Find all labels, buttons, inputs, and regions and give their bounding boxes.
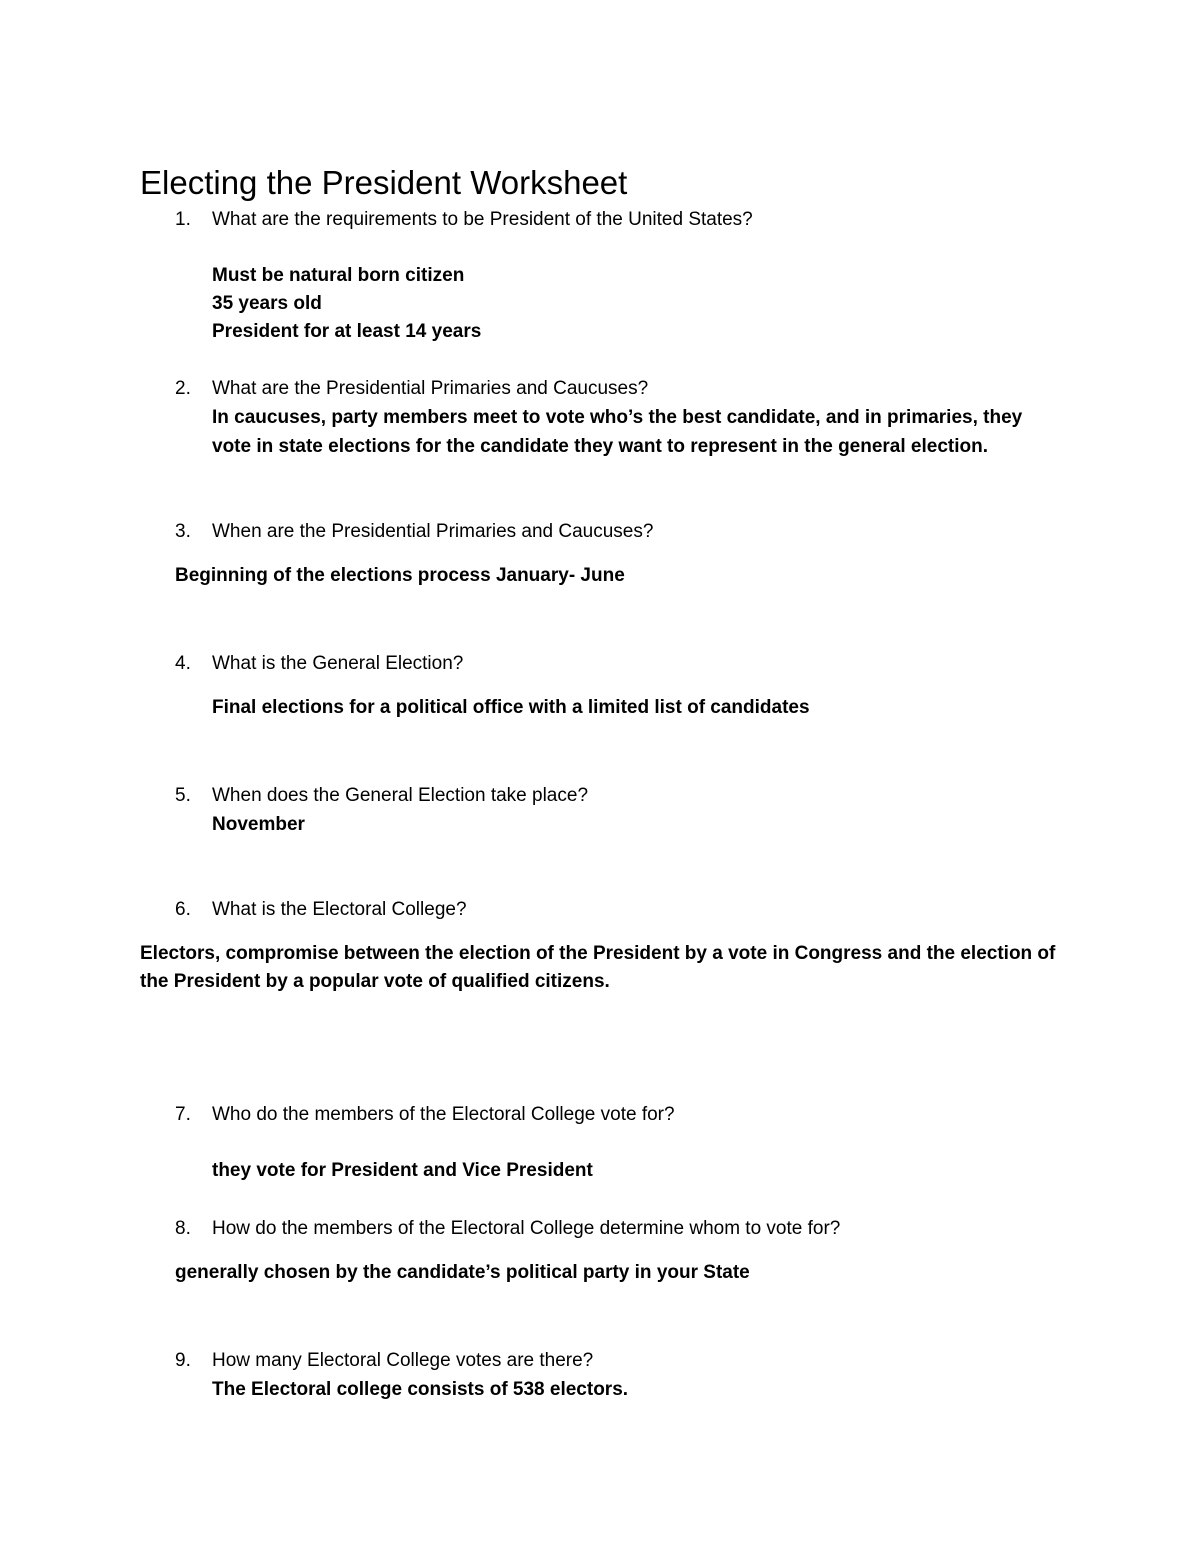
answer-line: generally chosen by the candidate’s political party in your State [175,1262,750,1283]
question-number: 7. [175,1104,191,1125]
question-number: 2. [175,378,191,399]
question-text: How many Electoral College votes are there? [212,1350,594,1371]
question-text: What is the Electoral College? [212,899,467,920]
answer-line: President for at least 14 years [212,321,482,342]
page-title: Electing the President Worksheet [140,164,628,201]
question-number: 6. [175,899,191,920]
answer-line: November [212,814,305,835]
question-text: What are the Presidential Primaries and Caucuses? [212,378,649,399]
question-number: 9. [175,1350,191,1371]
answer-line: the President by a popular vote of qualified citizens. [140,971,610,992]
answer-line: The Electoral college consists of 538 electors. [212,1379,629,1400]
question-number: 1. [175,209,191,230]
answer-line: vote in state elections for the candidate they want to represent in the general election. [212,436,989,457]
answer-line: they vote for President and Vice President [212,1160,593,1181]
question-number: 5. [175,785,191,806]
question-number: 8. [175,1218,191,1239]
question-text: When does the General Election take place? [212,785,589,806]
answer-line: 35 years old [212,293,322,314]
question-text: How do the members of the Electoral College determine whom to vote for? [212,1218,841,1239]
answer-line: Beginning of the elections process January- June [175,565,625,586]
question-number: 4. [175,653,191,674]
question-text: Who do the members of the Electoral College vote for? [212,1104,675,1125]
question-text: What are the requirements to be President of the United States? [212,209,753,230]
question-number: 3. [175,521,191,542]
answer-line: Final elections for a political office with a limited list of candidates [212,697,810,718]
question-text: When are the Presidential Primaries and Caucuses? [212,521,654,542]
question-text: What is the General Election? [212,653,464,674]
answer-line: In caucuses, party members meet to vote who’s the best candidate, and in primaries, they [212,407,1023,428]
answer-line: Electors, compromise between the election of the President by a vote in Congress and the election of [140,943,1056,964]
answer-line: Must be natural born citizen [212,265,465,286]
